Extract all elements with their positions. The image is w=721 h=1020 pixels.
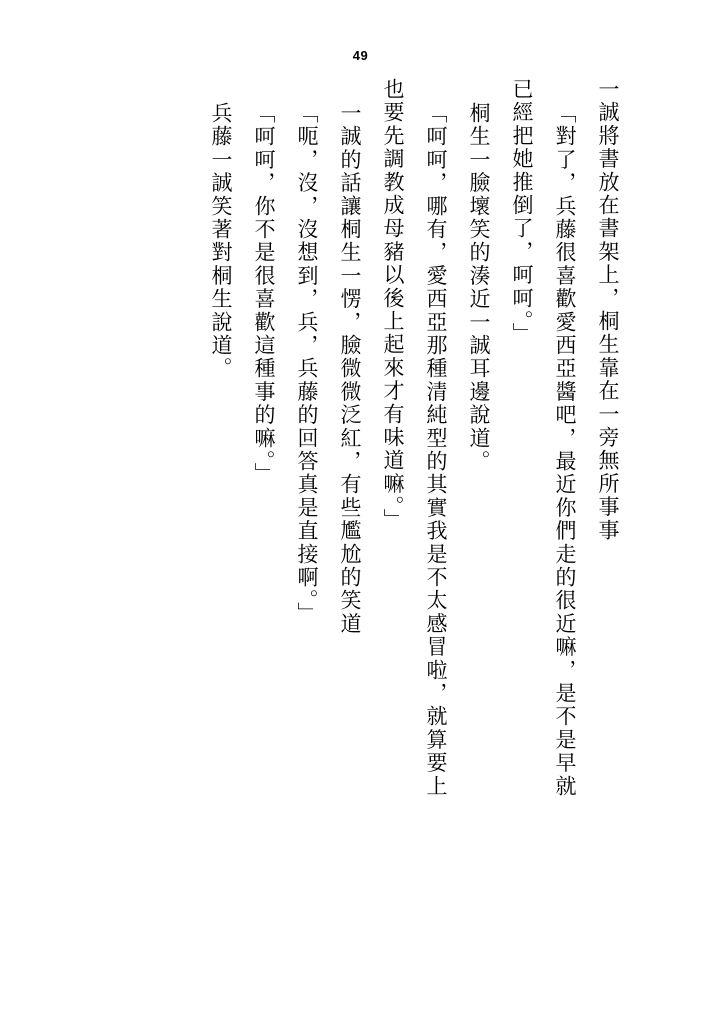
text-line: 「呵呵，哪有，愛西亞那種清純型的其實我是不太感冒啦，就算要上 [424, 102, 448, 798]
body-text-block [199, 78, 629, 958]
text-line: 「呃，沒，沒想到，兵，兵藤的回答真是直接啊。」 [295, 102, 319, 626]
text-line: 一誠的話讓桐生一愣，臉微微泛紅，有些尷尬的笑道 [338, 102, 362, 636]
text-line: 桐生一臉壞笑的湊近一誠耳邊說道。 [467, 102, 491, 474]
text-line: 也要先調教成母豬以後上起來才有味道嘛。」 [381, 78, 405, 532]
page-number: 49 [352, 48, 369, 63]
text-line: 一誠將書放在書架上，桐生靠在一旁無所事事 [596, 78, 620, 542]
text-line: 兵藤一誠笑著對桐生說道。 [209, 102, 233, 381]
text-line: 「對了，兵藤很喜歡愛西亞醬吧，最近你們走的很近嘛，是不是早就 [553, 102, 577, 798]
text-line: 已經把她推倒了，呵呵。」 [510, 78, 534, 346]
text-line: 「呵呵，你不是很喜歡這種事的嘛。」 [252, 102, 276, 486]
